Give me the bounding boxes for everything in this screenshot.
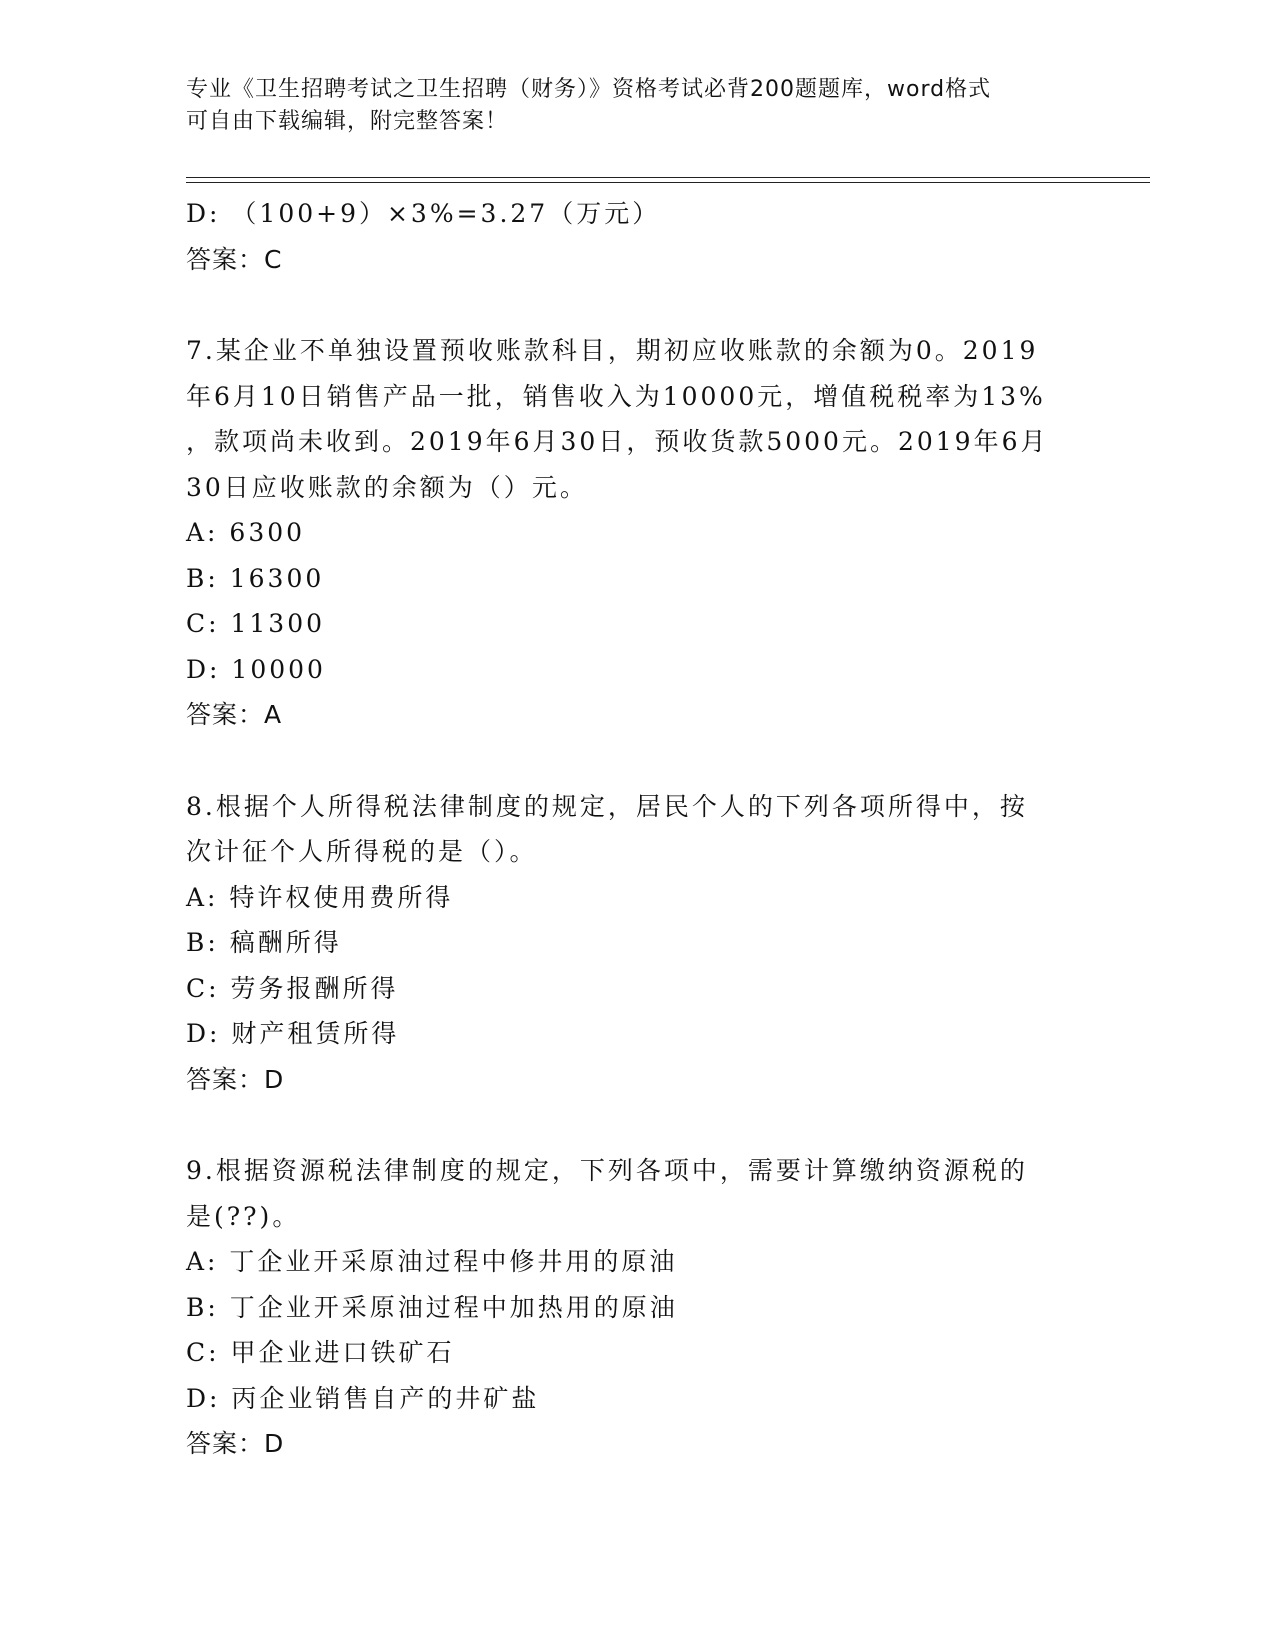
question-stem-line: 30日应收账款的余额为（）元。 [186,472,588,502]
header-line-1: 专业《卫生招聘考试之卫生招聘（财务）》资格考试必背200题题库，word格式 [186,77,992,102]
question-stem-line: 次计征个人所得税的是（）。 [186,837,538,866]
option-a: A: 特许权使用费所得 [186,882,454,912]
answer-line: 答案：A [186,700,283,729]
question-content [186,191,1066,1467]
spacer [186,282,1066,328]
header-line-2: 可自由下载编辑，附完整答案！ [186,109,509,134]
option-b: B: 16300 [186,563,325,593]
question-stem-line: 9.根据资源税法律制度的规定，下列各项中，需要计算缴纳资源税的 [186,1156,1028,1185]
header-divider [186,177,1150,183]
option-d: D: 10000 [186,654,326,684]
question-stem-line: 年6月10日销售产品一批，销售收入为10000元，增值税税率为13% [186,381,1046,411]
option-a: A: 丁企业开采原油过程中修井用的原油 [186,1247,678,1276]
option-c: C: 劳务报酬所得 [186,973,399,1003]
spacer [186,1102,1066,1148]
question-stem-line: ，款项尚未收到。2019年6月30日，预收货款5000元。2019年6月 [186,427,1049,456]
question-stem-line: 8.根据个人所得税法律制度的规定，居民个人的下列各项所得中，按 [186,791,1028,821]
page-header [186,74,1066,138]
question-9 [186,1148,1066,1467]
question-8 [186,784,1066,1103]
spacer [186,738,1066,784]
answer-line: 答案：D [186,1429,285,1458]
option-d: D: 丙企业销售自产的井矿盐 [186,1383,540,1413]
answer-line: 答案：D [186,1064,285,1094]
question-7 [186,328,1066,738]
question-stem-line: 是(??)。 [186,1201,301,1231]
option-b: B: 稿酬所得 [186,928,342,957]
option-a: A: 6300 [186,518,306,547]
option-d: D: 财产租赁所得 [186,1019,400,1048]
question-stem-line: 7.某企业不单独设置预收账款科目，期初应收账款的余额为0。2019 [186,336,1039,365]
option-d: D: （100+9）×3%=3.27（万元） [186,199,661,228]
answer-line: 答案：C [186,244,283,274]
option-c: C: 甲企业进口铁矿石 [186,1338,455,1367]
option-c: C: 11300 [186,609,326,638]
option-b: B: 丁企业开采原油过程中加热用的原油 [186,1292,678,1322]
